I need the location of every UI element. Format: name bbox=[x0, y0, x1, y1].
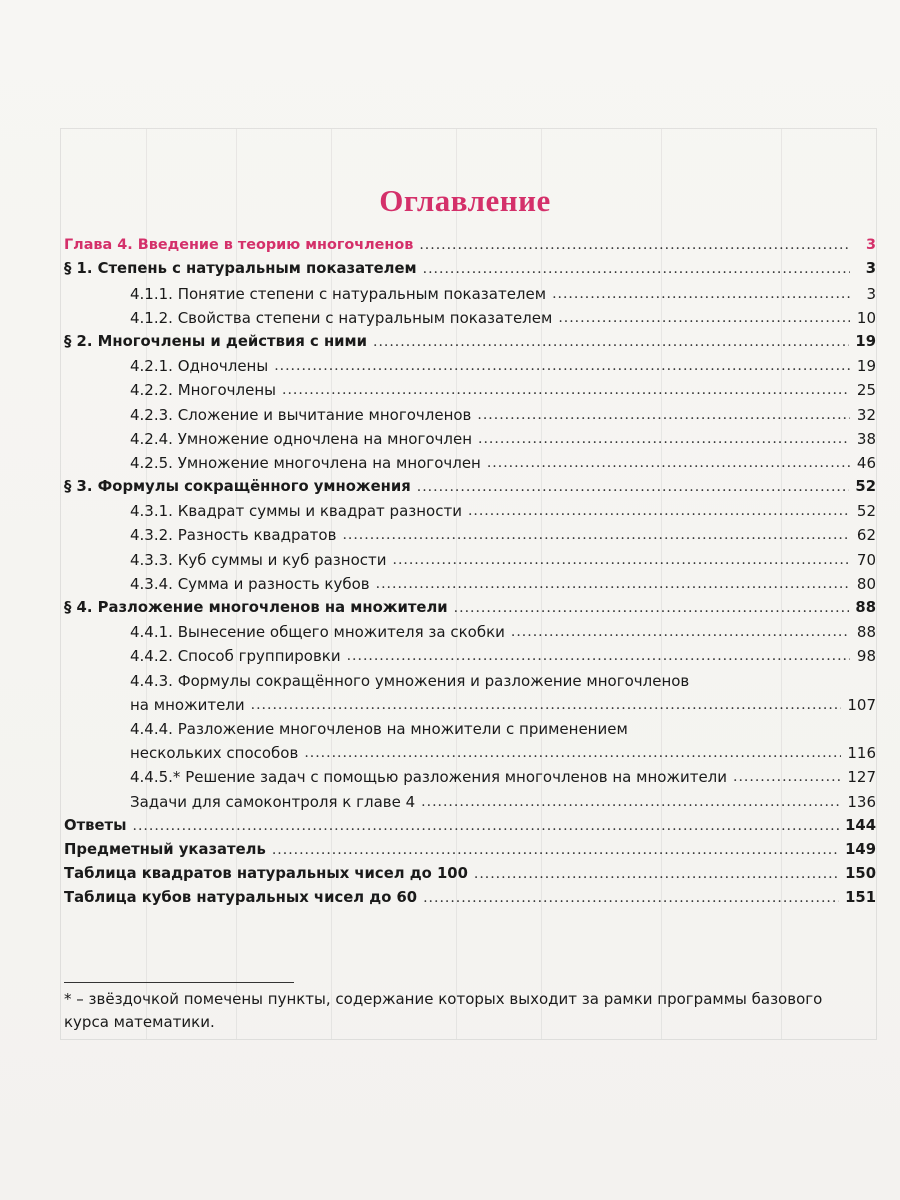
leader-dots bbox=[419, 236, 850, 254]
toc-entry-page: 19 bbox=[856, 357, 876, 376]
toc-entry-page: 3 bbox=[865, 260, 876, 278]
toc-backmatter-entry[interactable] bbox=[64, 883, 876, 907]
toc-subsection-entry[interactable] bbox=[64, 569, 876, 593]
leader-dots bbox=[133, 817, 840, 835]
toc-subsection-entry[interactable] bbox=[64, 399, 876, 423]
toc-entry-page: 52 bbox=[856, 502, 876, 521]
toc-subsection-entry[interactable] bbox=[64, 786, 876, 810]
toc-entry-label: 4.4.2. Способ группировки bbox=[130, 647, 341, 666]
leader-dots bbox=[511, 623, 850, 641]
toc-entry-page: 127 bbox=[847, 768, 876, 787]
leader-dots bbox=[558, 309, 850, 327]
toc-entry-label: 4.3.3. Куб суммы и куб разности bbox=[130, 550, 387, 569]
toc-entry-page: 151 bbox=[845, 889, 876, 907]
toc-backmatter-entry[interactable] bbox=[64, 859, 876, 883]
toc-entry-label: 4.3.4. Сумма и разность кубов bbox=[130, 574, 370, 593]
toc-section-entry[interactable] bbox=[64, 327, 876, 351]
toc-subsection-entry[interactable] bbox=[64, 375, 876, 399]
leader-dots bbox=[474, 865, 839, 883]
toc-subsection-entry[interactable] bbox=[64, 351, 876, 375]
toc-subsection-entry[interactable] bbox=[64, 762, 876, 786]
toc-entry-page: 80 bbox=[856, 574, 876, 593]
toc-entry-label-continued: нескольких способов bbox=[130, 744, 299, 763]
toc-entry-label: 4.4.5.* Решение задач с помощью разложения многочленов на множители bbox=[130, 768, 728, 787]
toc-subsection-entry[interactable] bbox=[64, 520, 876, 544]
toc-entry-page: 70 bbox=[856, 550, 876, 569]
toc-entry-label: 4.2.3. Сложение и вычитание многочленов bbox=[130, 405, 472, 424]
leader-dots bbox=[454, 599, 850, 617]
toc-entry-page: 149 bbox=[845, 840, 876, 858]
leader-dots bbox=[393, 551, 851, 569]
toc-entry-page: 19 bbox=[855, 332, 876, 350]
leader-dots bbox=[347, 647, 850, 665]
toc-entry-page: 32 bbox=[856, 405, 876, 424]
toc-subsection-entry[interactable] bbox=[64, 665, 876, 713]
toc-entry-page: 25 bbox=[856, 381, 876, 400]
toc-subsection-entry[interactable] bbox=[64, 617, 876, 641]
toc-subsection-entry[interactable] bbox=[64, 714, 876, 762]
toc-section-entry[interactable] bbox=[64, 254, 876, 278]
toc-entry-page: 88 bbox=[856, 623, 876, 642]
leader-dots bbox=[477, 406, 850, 424]
leader-dots bbox=[423, 889, 839, 907]
page-title: Оглавление bbox=[379, 183, 551, 218]
toc-subsection-entry[interactable] bbox=[64, 303, 876, 327]
leader-dots bbox=[282, 381, 850, 399]
leader-dots bbox=[251, 696, 842, 714]
toc-entry-page: 52 bbox=[855, 478, 876, 496]
toc-section-entry[interactable] bbox=[64, 593, 876, 617]
toc-chapter-entry[interactable] bbox=[64, 230, 876, 254]
leader-dots bbox=[468, 502, 850, 520]
toc-entry-label: 4.3.1. Квадрат суммы и квадрат разности bbox=[130, 502, 462, 521]
toc-entry-label: 4.3.2. Разность квадратов bbox=[130, 526, 337, 545]
toc-entry-page: 46 bbox=[856, 453, 876, 472]
toc-entry-page: 144 bbox=[845, 816, 876, 834]
toc-entry-label: 4.2.1. Одночлены bbox=[130, 357, 269, 376]
toc-entry-page: 98 bbox=[856, 647, 876, 666]
leader-dots bbox=[342, 526, 850, 544]
leader-dots bbox=[274, 357, 850, 375]
toc-entry-page: 116 bbox=[847, 744, 876, 763]
toc-entry-label: 4.4.3. Формулы сокращённого умножения и разложение многочленов bbox=[130, 671, 690, 690]
toc-backmatter-entry[interactable] bbox=[64, 811, 876, 835]
leader-dots bbox=[376, 575, 850, 593]
toc-entry-page: 107 bbox=[847, 695, 876, 714]
toc-entry-label: Глава 4. Введение в теорию многочленов bbox=[64, 237, 414, 254]
leader-dots bbox=[552, 285, 850, 303]
toc-entry-page: 136 bbox=[847, 792, 876, 811]
toc-entry-page: 62 bbox=[856, 526, 876, 545]
toc-entry-page: 38 bbox=[856, 429, 876, 448]
leader-dots bbox=[421, 793, 841, 811]
toc-entry-label: Задачи для самоконтроля к главе 4 bbox=[130, 792, 416, 811]
toc-entry-label: 4.2.5. Умножение многочлена на многочлен bbox=[130, 453, 481, 472]
toc-subsection-entry[interactable] bbox=[64, 278, 876, 302]
toc-entry-page: 88 bbox=[855, 599, 876, 616]
toc-entry-label: 4.2.4. Умножение одночлена на многочлен bbox=[130, 429, 473, 448]
leader-dots bbox=[373, 333, 849, 351]
leader-dots bbox=[304, 744, 841, 762]
toc-entry-label: Таблица квадратов натуральных чисел до 100 bbox=[64, 865, 468, 883]
toc-entry-page: 10 bbox=[856, 308, 876, 327]
table-of-contents bbox=[64, 230, 876, 907]
toc-subsection-entry[interactable] bbox=[64, 448, 876, 472]
footnote: * – звёздочкой помечены пункты, содержание которых выходит за рамки программы базового курса математики. bbox=[64, 990, 823, 1031]
toc-section-entry[interactable] bbox=[64, 472, 876, 496]
toc-entry-page: 150 bbox=[845, 865, 876, 883]
leader-dots bbox=[487, 454, 850, 472]
toc-entry-label: 4.4.1. Вынесение общего множителя за скобки bbox=[130, 623, 505, 642]
toc-subsection-entry[interactable] bbox=[64, 544, 876, 568]
toc-subsection-entry[interactable] bbox=[64, 496, 876, 520]
toc-entry-label: 4.1.1. Понятие степени с натуральным показателем bbox=[130, 284, 547, 303]
leader-dots bbox=[478, 430, 850, 448]
toc-backmatter-entry[interactable] bbox=[64, 835, 876, 859]
leader-dots bbox=[423, 260, 850, 278]
leader-dots bbox=[272, 841, 839, 859]
toc-entry-label: 4.2.2. Многочлены bbox=[130, 381, 277, 400]
toc-entry-label: Ответы bbox=[64, 816, 127, 834]
toc-entry-label: § 4. Разложение многочленов на множители bbox=[64, 599, 448, 616]
toc-subsection-entry[interactable] bbox=[64, 641, 876, 665]
toc-entry-label: § 1. Степень с натуральным показателем bbox=[64, 260, 417, 278]
toc-entry-label: § 3. Формулы сокращённого умножения bbox=[64, 478, 411, 496]
toc-entry-label: 4.4.4. Разложение многочленов на множители с применением bbox=[130, 719, 628, 738]
toc-entry-label: Предметный указатель bbox=[64, 840, 266, 858]
toc-entry-label: 4.1.2. Свойства степени с натуральным показателем bbox=[130, 308, 553, 327]
leader-dots bbox=[417, 478, 850, 496]
toc-entry-label: § 2. Многочлены и действия с ними bbox=[64, 332, 367, 350]
toc-entry-page: 3 bbox=[865, 237, 876, 254]
toc-entry-label: Таблица кубов натуральных чисел до 60 bbox=[64, 889, 418, 907]
leader-dots bbox=[733, 768, 841, 786]
toc-entry-page: 3 bbox=[866, 284, 876, 303]
footnote-divider bbox=[64, 982, 294, 983]
toc-subsection-entry[interactable] bbox=[64, 424, 876, 448]
toc-entry-label-continued: на множители bbox=[130, 695, 245, 714]
